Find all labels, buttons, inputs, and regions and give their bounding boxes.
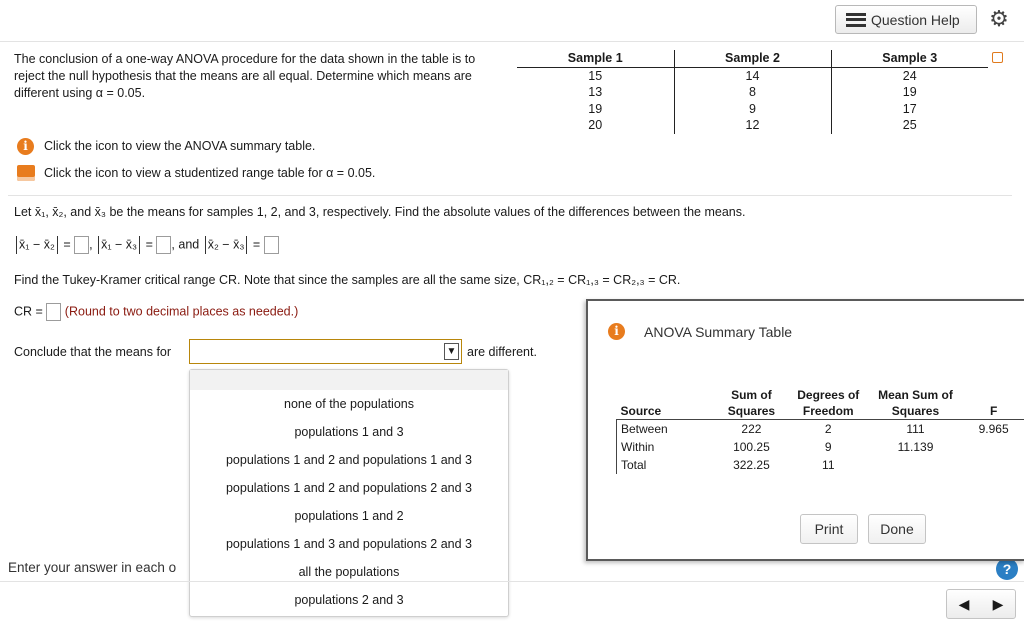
dropdown-menu	[189, 369, 509, 617]
table-cell: Between	[617, 420, 715, 439]
menu-item[interactable]: populations 1 and 3 and populations 2 and 3	[225, 537, 473, 551]
menu-item[interactable]: populations 1 and 3	[294, 425, 404, 439]
table-row	[517, 67, 988, 84]
gear-icon[interactable]: ⚙	[989, 6, 1009, 31]
conclude-prefix: Conclude that the means for	[14, 345, 172, 359]
header-divider	[0, 41, 1024, 42]
table-cell: 222	[741, 422, 762, 436]
anova-table	[616, 387, 1024, 474]
table-cell: 11.139	[897, 440, 934, 454]
list-icon	[846, 13, 866, 27]
prev-icon[interactable]: ◀	[958, 595, 970, 612]
menu-item[interactable]: none of the populations	[284, 397, 414, 411]
print-button[interactable]: Print	[800, 514, 858, 544]
equals-sign: =	[63, 237, 71, 252]
populations-dropdown[interactable]	[189, 339, 462, 364]
studentized-link-text: Click the icon to view a studentized range table for α = 0.05.	[44, 166, 376, 180]
table-cell: 2	[824, 422, 832, 436]
table-cell	[963, 456, 1024, 474]
table-cell: 20	[588, 118, 603, 133]
table-row	[517, 117, 988, 134]
diff-label: x̄₂ − x̄₃	[207, 237, 245, 252]
table-cell: 24	[831, 67, 988, 84]
round-note: (Round to two decimal places as needed.)	[64, 304, 299, 319]
table-cell: 9	[674, 100, 831, 117]
table-cell: 11	[822, 458, 835, 472]
column-header: Source	[617, 403, 715, 420]
chevron-down-icon[interactable]: ▼	[444, 343, 459, 360]
question-help-button[interactable]	[835, 5, 977, 34]
table-cell: 19	[588, 101, 603, 116]
conclude-suffix: are different.	[467, 345, 537, 359]
table-cell: 111	[906, 422, 925, 436]
table-row	[617, 420, 1024, 439]
cr-instruction: Find the Tukey-Kramer critical range CR. Note that since the samples are all the same size, CR₁,₂ = CR₁,₃ = CR₂,₃ = CR.	[14, 273, 681, 287]
table-cell: 9	[824, 440, 832, 454]
equals-sign: =	[145, 237, 153, 252]
table-cell: 15	[588, 68, 603, 83]
and-text: , and	[171, 237, 200, 252]
anova-summary-popup	[586, 299, 1024, 561]
equals-sign: =	[252, 237, 261, 252]
column-header: Sum of	[731, 388, 772, 402]
done-button[interactable]: Done	[868, 514, 926, 544]
menu-item[interactable]: populations 2 and 3	[294, 593, 404, 607]
footer-divider	[0, 581, 1024, 582]
differences-row	[14, 236, 279, 254]
column-header: Degrees of	[797, 388, 860, 402]
table-cell: 322.25	[733, 458, 770, 472]
column-header: Sample 1	[517, 50, 674, 67]
column-header: F	[963, 403, 1024, 420]
info-icon[interactable]: i	[17, 138, 34, 155]
menu-item[interactable]: populations 1 and 2	[294, 509, 404, 523]
problem-text: The conclusion of a one-way ANOVA procedure for the data shown in the table is to reject the null hypothesis that the means are all equal. Determine which means are different using α = 0.05.	[14, 52, 476, 100]
column-header: Squares	[714, 403, 789, 420]
menu-item[interactable]: populations 1 and 2 and populations 1 and 3	[225, 453, 473, 467]
diff-label: x̄₁ − x̄₃	[101, 237, 138, 252]
cr-row	[14, 303, 298, 321]
section-divider	[8, 195, 1012, 196]
menu-item[interactable]: populations 1 and 2 and populations 2 and 3	[225, 481, 473, 495]
table-cell: 8	[674, 84, 831, 101]
table-row	[617, 438, 1024, 456]
table-cell: 12	[674, 117, 831, 134]
popup-title: ANOVA Summary Table	[644, 324, 793, 340]
table-row	[517, 84, 988, 101]
menu-item[interactable]: all the populations	[298, 565, 400, 579]
book-icon[interactable]	[17, 165, 35, 181]
table-cell: 100.25	[733, 440, 770, 454]
cr-label: CR =	[14, 304, 43, 319]
column-header: Squares	[868, 403, 964, 420]
table-cell: 19	[831, 84, 988, 101]
expand-icon[interactable]	[992, 52, 1003, 63]
diff-1-2-input[interactable]	[74, 236, 89, 254]
column-header: Sample 3	[831, 50, 988, 67]
comma: ,	[89, 237, 93, 252]
anova-link-text: Click the icon to view the ANOVA summary table.	[44, 139, 316, 153]
table-cell: 17	[831, 100, 988, 117]
table-cell: 13	[588, 85, 603, 100]
diff-label: x̄₁ − x̄₂	[19, 237, 55, 252]
sample-data-table	[517, 50, 988, 134]
column-header: Freedom	[789, 403, 868, 420]
diff-2-3-input[interactable]	[264, 236, 279, 254]
enter-answer-text: Enter your answer in each o	[8, 560, 177, 575]
table-cell	[963, 438, 1024, 456]
means-instruction: Let x̄₁, x̄₂, and x̄₃ be the means for samples 1, 2, and 3, respectively. Find the absolute values of the differences between the means.	[14, 205, 746, 219]
column-header: Mean Sum of	[878, 388, 953, 402]
cr-input[interactable]	[46, 303, 61, 321]
table-row	[517, 100, 988, 117]
table-cell: Within	[617, 438, 715, 456]
table-cell	[868, 456, 964, 474]
help-icon[interactable]: ?	[996, 558, 1018, 580]
question-help-label: Question Help	[871, 11, 960, 28]
menu-blank-option[interactable]	[190, 370, 508, 390]
question-nav	[946, 589, 1016, 619]
table-cell: 14	[674, 67, 831, 84]
table-cell: 25	[831, 117, 988, 134]
diff-1-3-input[interactable]	[156, 236, 171, 254]
table-row	[617, 456, 1024, 474]
info-icon: i	[608, 323, 625, 340]
column-header: Sample 2	[674, 50, 831, 67]
next-icon[interactable]: ▶	[992, 595, 1004, 612]
table-cell: Total	[617, 456, 715, 474]
table-cell: 9.965	[978, 422, 1009, 436]
